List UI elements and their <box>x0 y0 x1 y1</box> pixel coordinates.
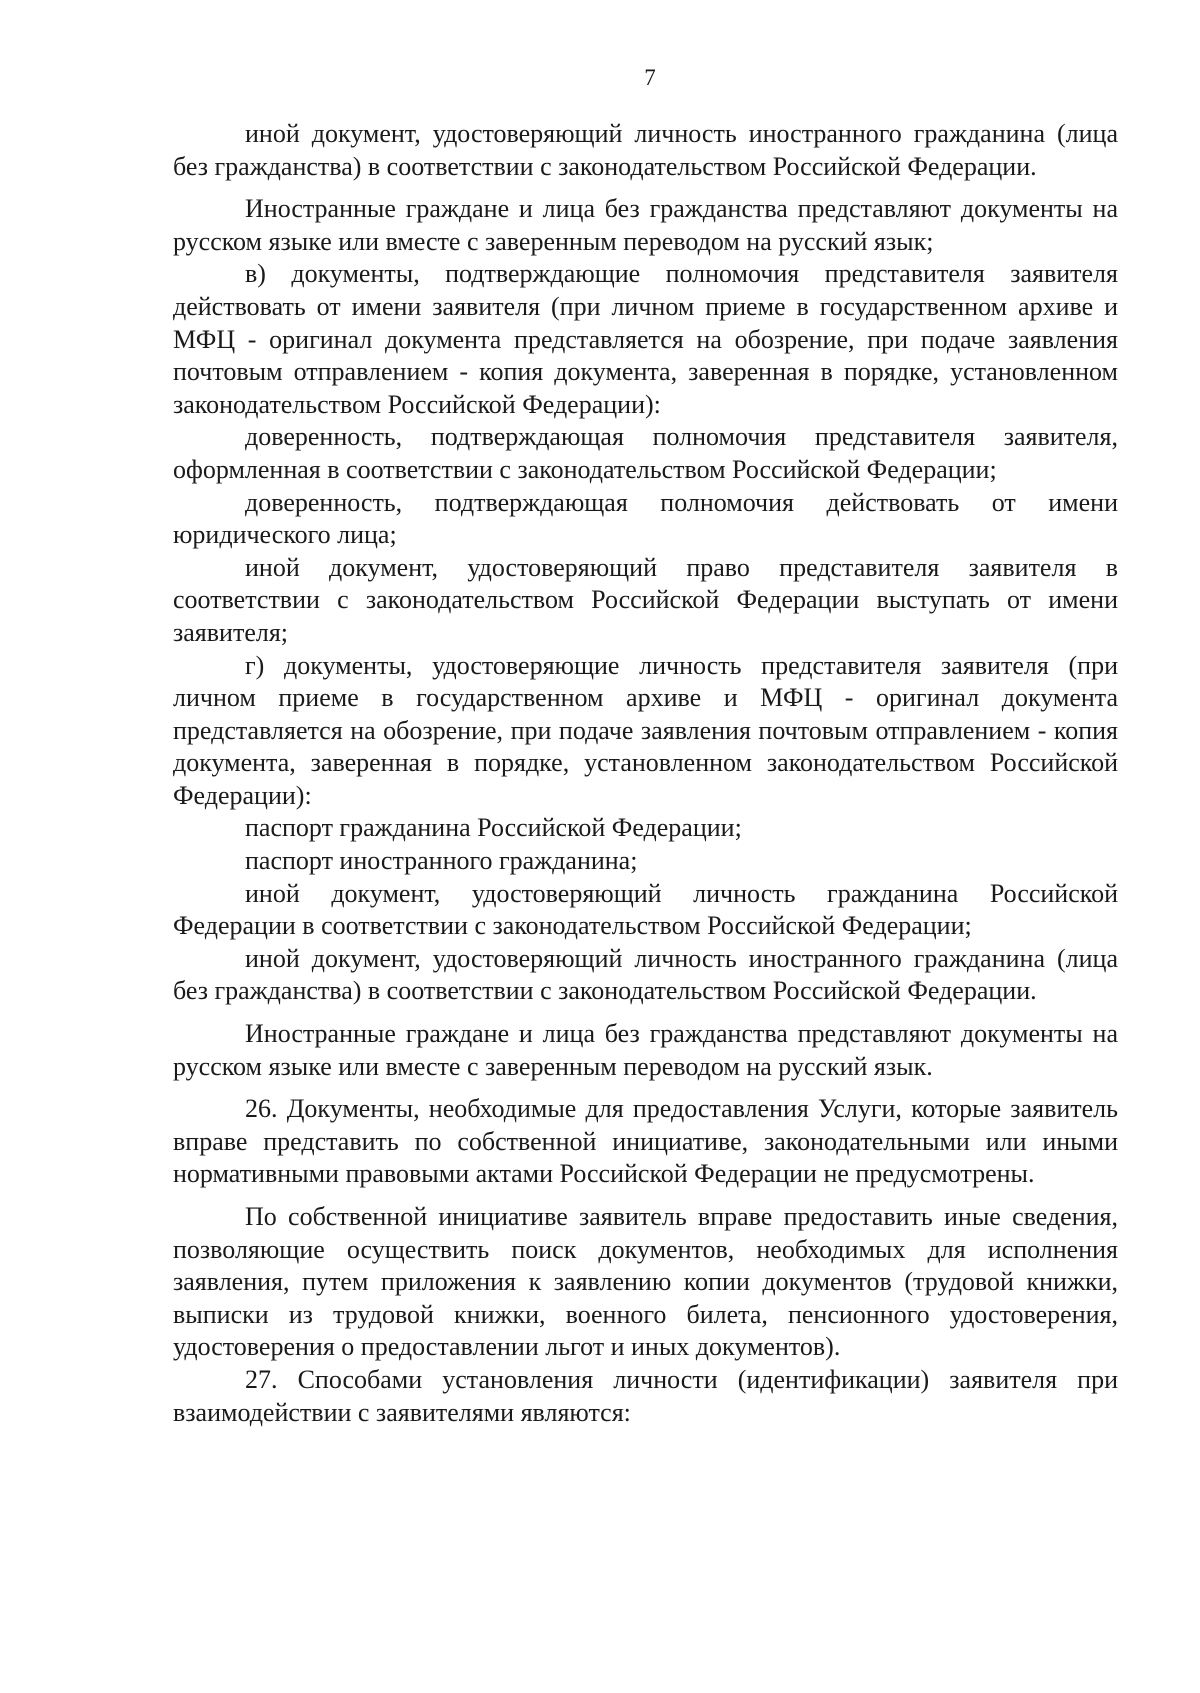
paragraph: иной документ, удостоверяющий личность гражданина Российской Федерации в соответствии с законодательством Российской Федерации; <box>173 878 1118 941</box>
paragraph: доверенность, подтверждающая полномочия действовать от имени юридического лица; <box>173 487 1118 550</box>
paragraph: иной документ, удостоверяющий право представителя заявителя в соответствии с законодательством Российской Федерации выступать от имени заявителя; <box>173 552 1118 647</box>
paragraph: г) документы, удостоверяющие личность представителя заявителя (при личном приеме в государственном архиве и МФЦ - оригинал документа представляется на обозрение, при подаче заявления почтовым отправлением - копия документа, заверенная в порядке, установленном законодательством Российской Федерации): <box>173 650 1118 810</box>
paragraph: доверенность, подтверждающая полномочия представителя заявителя, оформленная в соответствии с законодательством Российской Федерации; <box>173 422 1118 484</box>
paragraph: паспорт гражданина Российской Федерации; <box>245 813 742 843</box>
page-number: 7 <box>644 65 656 90</box>
paragraph: иной документ, удостоверяющий личность иностранного гражданина (лица без гражданства) в соответствии с законодательством Российской Федерации. <box>173 119 1118 181</box>
paragraph: паспорт иностранного гражданина; <box>245 846 638 876</box>
paragraph: Иностранные граждане и лица без гражданства представляют документы на русском языке или вместе с заверенным переводом на русский язык; <box>173 194 1118 256</box>
document-body <box>173 118 1118 1429</box>
paragraph: 27. Способами установления личности (идентификации) заявителя при взаимодействии с заявителями являются: <box>173 1364 1118 1427</box>
paragraph: иной документ, удостоверяющий личность иностранного гражданина (лица без гражданства) в соответствии с законодательством Российской Федерации. <box>173 943 1118 1006</box>
paragraph: в) документы, подтверждающие полномочия представителя заявителя действовать от имени заявителя (при личном приеме в государственном архиве и МФЦ - оригинал документа представляется на обозрение, при подаче заявления почтовым отправлением - копия документа, заверенная в порядке, установленном законодательством Российской Федерации): <box>173 259 1118 419</box>
paragraph: 26. Документы, необходимые для предоставления Услуги, которые заявитель вправе представить по собственной инициативе, законодательными или иными нормативными правовыми актами Российской Федерации не предусмотрены. <box>173 1094 1118 1189</box>
paragraph: По собственной инициативе заявитель вправе предоставить иные сведения, позволяющие осуществить поиск документов, необходимых для исполнения заявления, путем приложения к заявлению копии документов (трудовой книжки, выписки из трудовой книжки, военного билета, пенсионного удостоверения, удостоверения о предоставлении льгот и иных документов). <box>173 1202 1118 1362</box>
paragraph: Иностранные граждане и лица без гражданства представляют документы на русском языке или вместе с заверенным переводом на русский язык. <box>173 1019 1118 1081</box>
